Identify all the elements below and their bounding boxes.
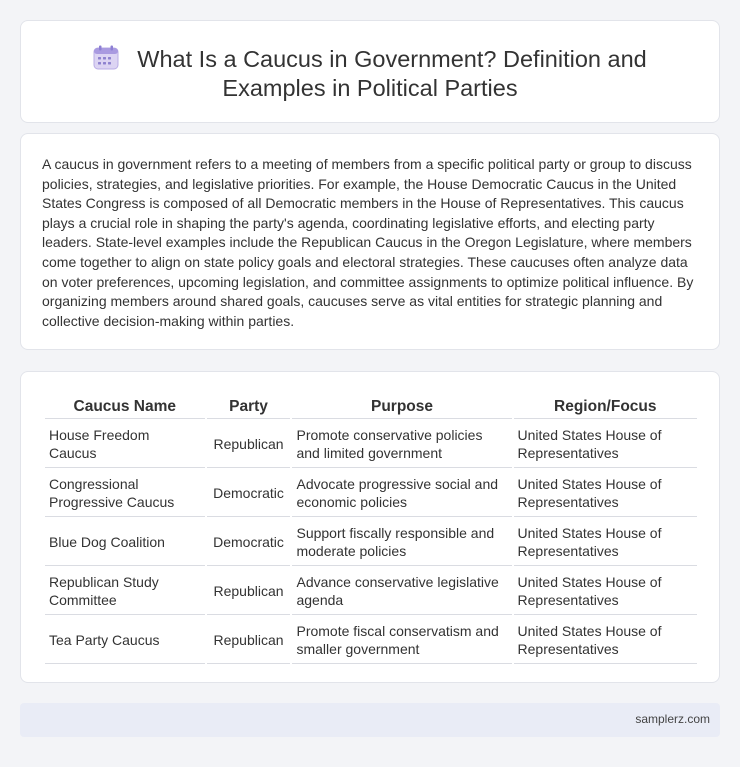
- footer-site-link[interactable]: samplerz.com: [635, 712, 710, 726]
- cell-caucus-name: Tea Party Caucus: [45, 617, 205, 664]
- column-header-region: Region/Focus: [514, 396, 697, 419]
- cell-purpose: Support fiscally responsible and moderate policies: [292, 519, 511, 566]
- page-title: [21, 45, 719, 103]
- table-row: [45, 568, 697, 615]
- cell-region: United States House of Representatives: [514, 519, 697, 566]
- cell-purpose: Promote conservative policies and limited government: [292, 421, 511, 468]
- column-header-caucus-name: Caucus Name: [45, 396, 205, 419]
- cell-caucus-name: House Freedom Caucus: [45, 421, 205, 468]
- table-header-row: [45, 396, 697, 419]
- cell-caucus-name: Blue Dog Coalition: [45, 519, 205, 566]
- caucus-table: [43, 394, 699, 666]
- cell-region: United States House of Representatives: [514, 421, 697, 468]
- cell-party: Republican: [207, 568, 291, 615]
- cell-region: United States House of Representatives: [514, 617, 697, 664]
- calendar-icon: [93, 45, 119, 70]
- cell-region: United States House of Representatives: [514, 470, 697, 517]
- table-row: [45, 617, 697, 664]
- cell-party: Republican: [207, 617, 291, 664]
- page-title-line2: Examples in Political Parties: [222, 75, 518, 101]
- cell-party: Democratic: [207, 470, 291, 517]
- cell-region: United States House of Representatives: [514, 568, 697, 615]
- summary-paragraph: A caucus in government refers to a meeting of members from a specific political party or group to discuss policies, strategies, and legislative priorities. For example, the House Democratic Caucus in the United States Congress is composed of all Democratic members in the House of Representatives. This caucus plays a crucial role in shaping the party's agenda, coordinating legislative efforts, and electing party leaders. State-level examples include the Republican Caucus in the Oregon Legislature, where members come together to align on state policy goals and electoral strategies. These caucuses often analyze data on voter preferences, upcoming legislation, and committee assignments to optimize political influence. By organizing members around shared goals, caucuses serve as vital entities for strategic planning and collective decision-making within parties.: [42, 156, 694, 329]
- table-card: [20, 371, 720, 683]
- column-header-purpose: Purpose: [292, 396, 511, 419]
- cell-caucus-name: Republican Study Committee: [45, 568, 205, 615]
- table-row: [45, 519, 697, 566]
- table-row: [45, 470, 697, 517]
- cell-caucus-name: Congressional Progressive Caucus: [45, 470, 205, 517]
- footer-bar: [20, 703, 720, 737]
- cell-party: Republican: [207, 421, 291, 468]
- table-row: [45, 421, 697, 468]
- page-title-line1: What Is a Caucus in Government? Definition and: [137, 46, 647, 72]
- cell-purpose: Advance conservative legislative agenda: [292, 568, 511, 615]
- cell-purpose: Advocate progressive social and economic policies: [292, 470, 511, 517]
- cell-party: Democratic: [207, 519, 291, 566]
- summary-card: [20, 133, 720, 350]
- cell-purpose: Promote fiscal conservatism and smaller government: [292, 617, 511, 664]
- title-card: [20, 20, 720, 123]
- column-header-party: Party: [207, 396, 291, 419]
